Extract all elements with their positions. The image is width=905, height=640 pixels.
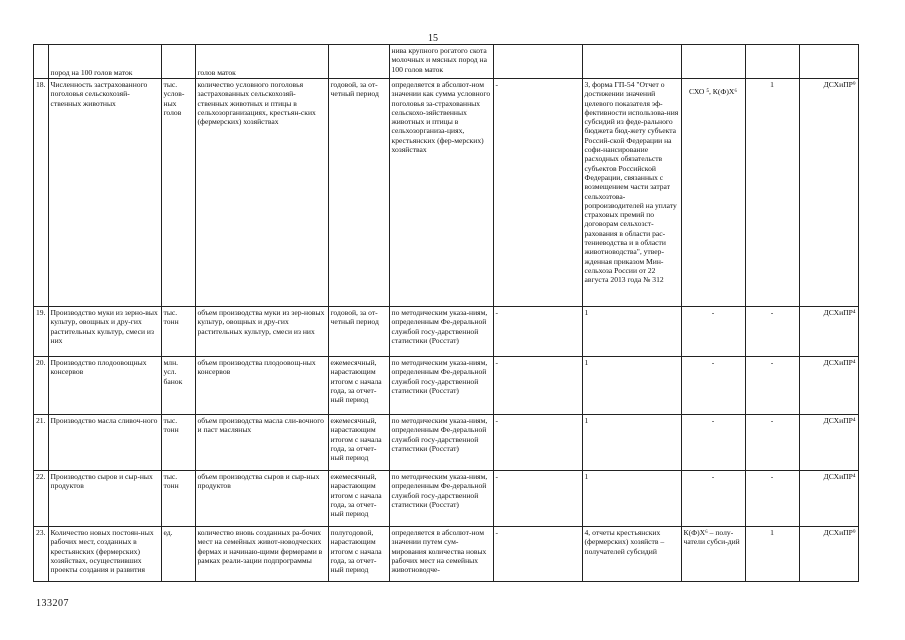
col10: - [745,357,799,415]
row-number: 22. [34,471,49,527]
period: годовой, за от-четный период [328,307,389,357]
source: 1 [582,307,681,357]
col7: - [493,415,582,471]
period: ежемесячный, нарастающим итогом с начала года, за отчет-ный период [328,415,389,471]
level: - [681,415,745,471]
definition: количество вновь созданных ра-бочих мест на семейных живот-новодческих фермах и начинаю-щими фермерами в рамках реали-зации подпрограммы [195,527,328,582]
method: по методическим указа-ниям, определенным Фе-деральной службой госу-дарственной статистики (Росстат) [389,307,493,357]
indicator-name: Численность застрахованного поголовья сельскохозяй-ственных животных [48,79,161,307]
unit: тыс. услов-ных голов [161,79,195,307]
indicator-name: Производство сыров и сыр-ных продуктов [48,471,161,527]
access: ДСХиПР⁴ [799,357,858,415]
table-row-20 [34,357,859,415]
indicator-name: Производство плодоовощных консервов [48,357,161,415]
level: - [681,307,745,357]
source: 3, форма ГП-54 "Отчет о достижении значений целевого показателя эф-фективности использова-ния субсидий из феде-рального бюджета бюд-жету субъекта Россий-ской Федерации на софи-нансирование расходных обязательств субъектов Российской Федерации, связанных с возмещением части затрат сельхозтова-ропроизводителей на уплату страховых премий по договорам сельхозст-рахования в области рас-тениеводства и в области животноводства", утвер-жденная приказом Мин-сельхоза России от 22 августа 2013 года № 312 [582,79,681,307]
level: СХО ⁵, К(Ф)Х⁶ [681,79,745,307]
col10: - [745,471,799,527]
table-row-19 [34,307,859,357]
indicator-name: пород на 100 голов маток [48,45,161,79]
access: ДСХиПР⁹ [799,527,858,582]
source: 1 [582,357,681,415]
access: ДСХиПР⁴ [799,307,858,357]
source: 4, отчеты крестьянских (фермерских) хозяйств – получателей субсидий [582,527,681,582]
indicator-name: Производство масла сливоч-ного [48,415,161,471]
table-row-21 [34,415,859,471]
access: ДСХиПР⁹ [799,79,858,307]
method: по методическим указа-ниям, определенным Фе-деральной службой госу-дарственной статистики (Росстат) [389,415,493,471]
col10: 1 [745,527,799,582]
method: по методическим указа-ниям, определенным Фе-деральной службой госу-дарственной статистики (Росстат) [389,471,493,527]
method: нива крупного рогатого скота молочных и мясных пород на 100 голов маток [389,45,493,79]
col7: - [493,79,582,307]
table-row-23 [34,527,859,582]
unit: тыс. тонн [161,471,195,527]
row-number: 21. [34,415,49,471]
source [582,45,681,79]
document-code: 133207 [36,598,69,609]
period: ежемесячный, нарастающим итогом с начала года, за отчет-ный период [328,357,389,415]
level: - [681,471,745,527]
indicator-name: Производство муки из зерно-вых культур, овощных и дру-гих растительных культур, смеси из них [48,307,161,357]
indicator-table [33,44,859,582]
source: 1 [582,415,681,471]
period: полугодовой, нарастающим итогом с начала года, за отчет-ный период [328,527,389,582]
access: ДСХиПР⁴ [799,471,858,527]
table-row-22 [34,471,859,527]
method: по методическим указа-ниям, определенным Фе-деральной службой госу-дарственной статистики (Росстат) [389,357,493,415]
table-row-18 [34,79,859,307]
definition: количество условного поголовья застрахованных сельскохозяй-ственных животных и птицы в сельхозорганизациях, крестьян-ских (фермерских) хозяйствах [195,79,328,307]
row-number: 23. [34,527,49,582]
col10: - [745,307,799,357]
definition: объем производства плодоовощ-ных консервов [195,357,328,415]
indicator-name: Количество новых постоян-ных рабочих мест, созданных в крестьянских (фермерских) хозяйствах, осуществивших проекты создания и развития [48,527,161,582]
col10: - [745,415,799,471]
col7: - [493,471,582,527]
row-number: 19. [34,307,49,357]
definition: объем производства муки из зер-новых культур, овощных и дру-гих растительных культур, смеси из них [195,307,328,357]
level [681,45,745,79]
col7: - [493,527,582,582]
row-number [34,45,49,79]
col7: - [493,357,582,415]
level: - [681,357,745,415]
table-row-continued [34,45,859,79]
definition: объем производства масла сли-вочного и паст масляных [195,415,328,471]
row-number: 18. [34,79,49,307]
row-number: 20. [34,357,49,415]
period [328,45,389,79]
source: 1 [582,471,681,527]
method: определяется в абсолют-ном значении как сумма условного поголовья за-страхованных сельскохо-зяйственных животных и птицы в сельхозорганиза-циях, крестьянских (фер-мерских) хозяйствах [389,79,493,307]
unit: ед. [161,527,195,582]
method: определяется в абсолют-ном значении путем сум-мирования количества новых рабочих мест на семейных животноводче- [389,527,493,582]
period: ежемесячный, нарастающим итогом с начала года, за отчет-ный период [328,471,389,527]
access [799,45,858,79]
col10: 1 [745,79,799,307]
unit: тыс. тонн [161,307,195,357]
level: К(Ф)Х⁶ – полу-чатели субси-дий [681,527,745,582]
col7: - [493,307,582,357]
unit: млн. усл. банок [161,357,195,415]
unit [161,45,195,79]
col7 [493,45,582,79]
access: ДСХиПР⁴ [799,415,858,471]
definition: объем производства сыров и сыр-ных продуктов [195,471,328,527]
page-number: 15 [428,33,438,44]
col10 [745,45,799,79]
definition: голов маток [195,45,328,79]
period: годовой, за от-четный период [328,79,389,307]
unit: тыс. тонн [161,415,195,471]
